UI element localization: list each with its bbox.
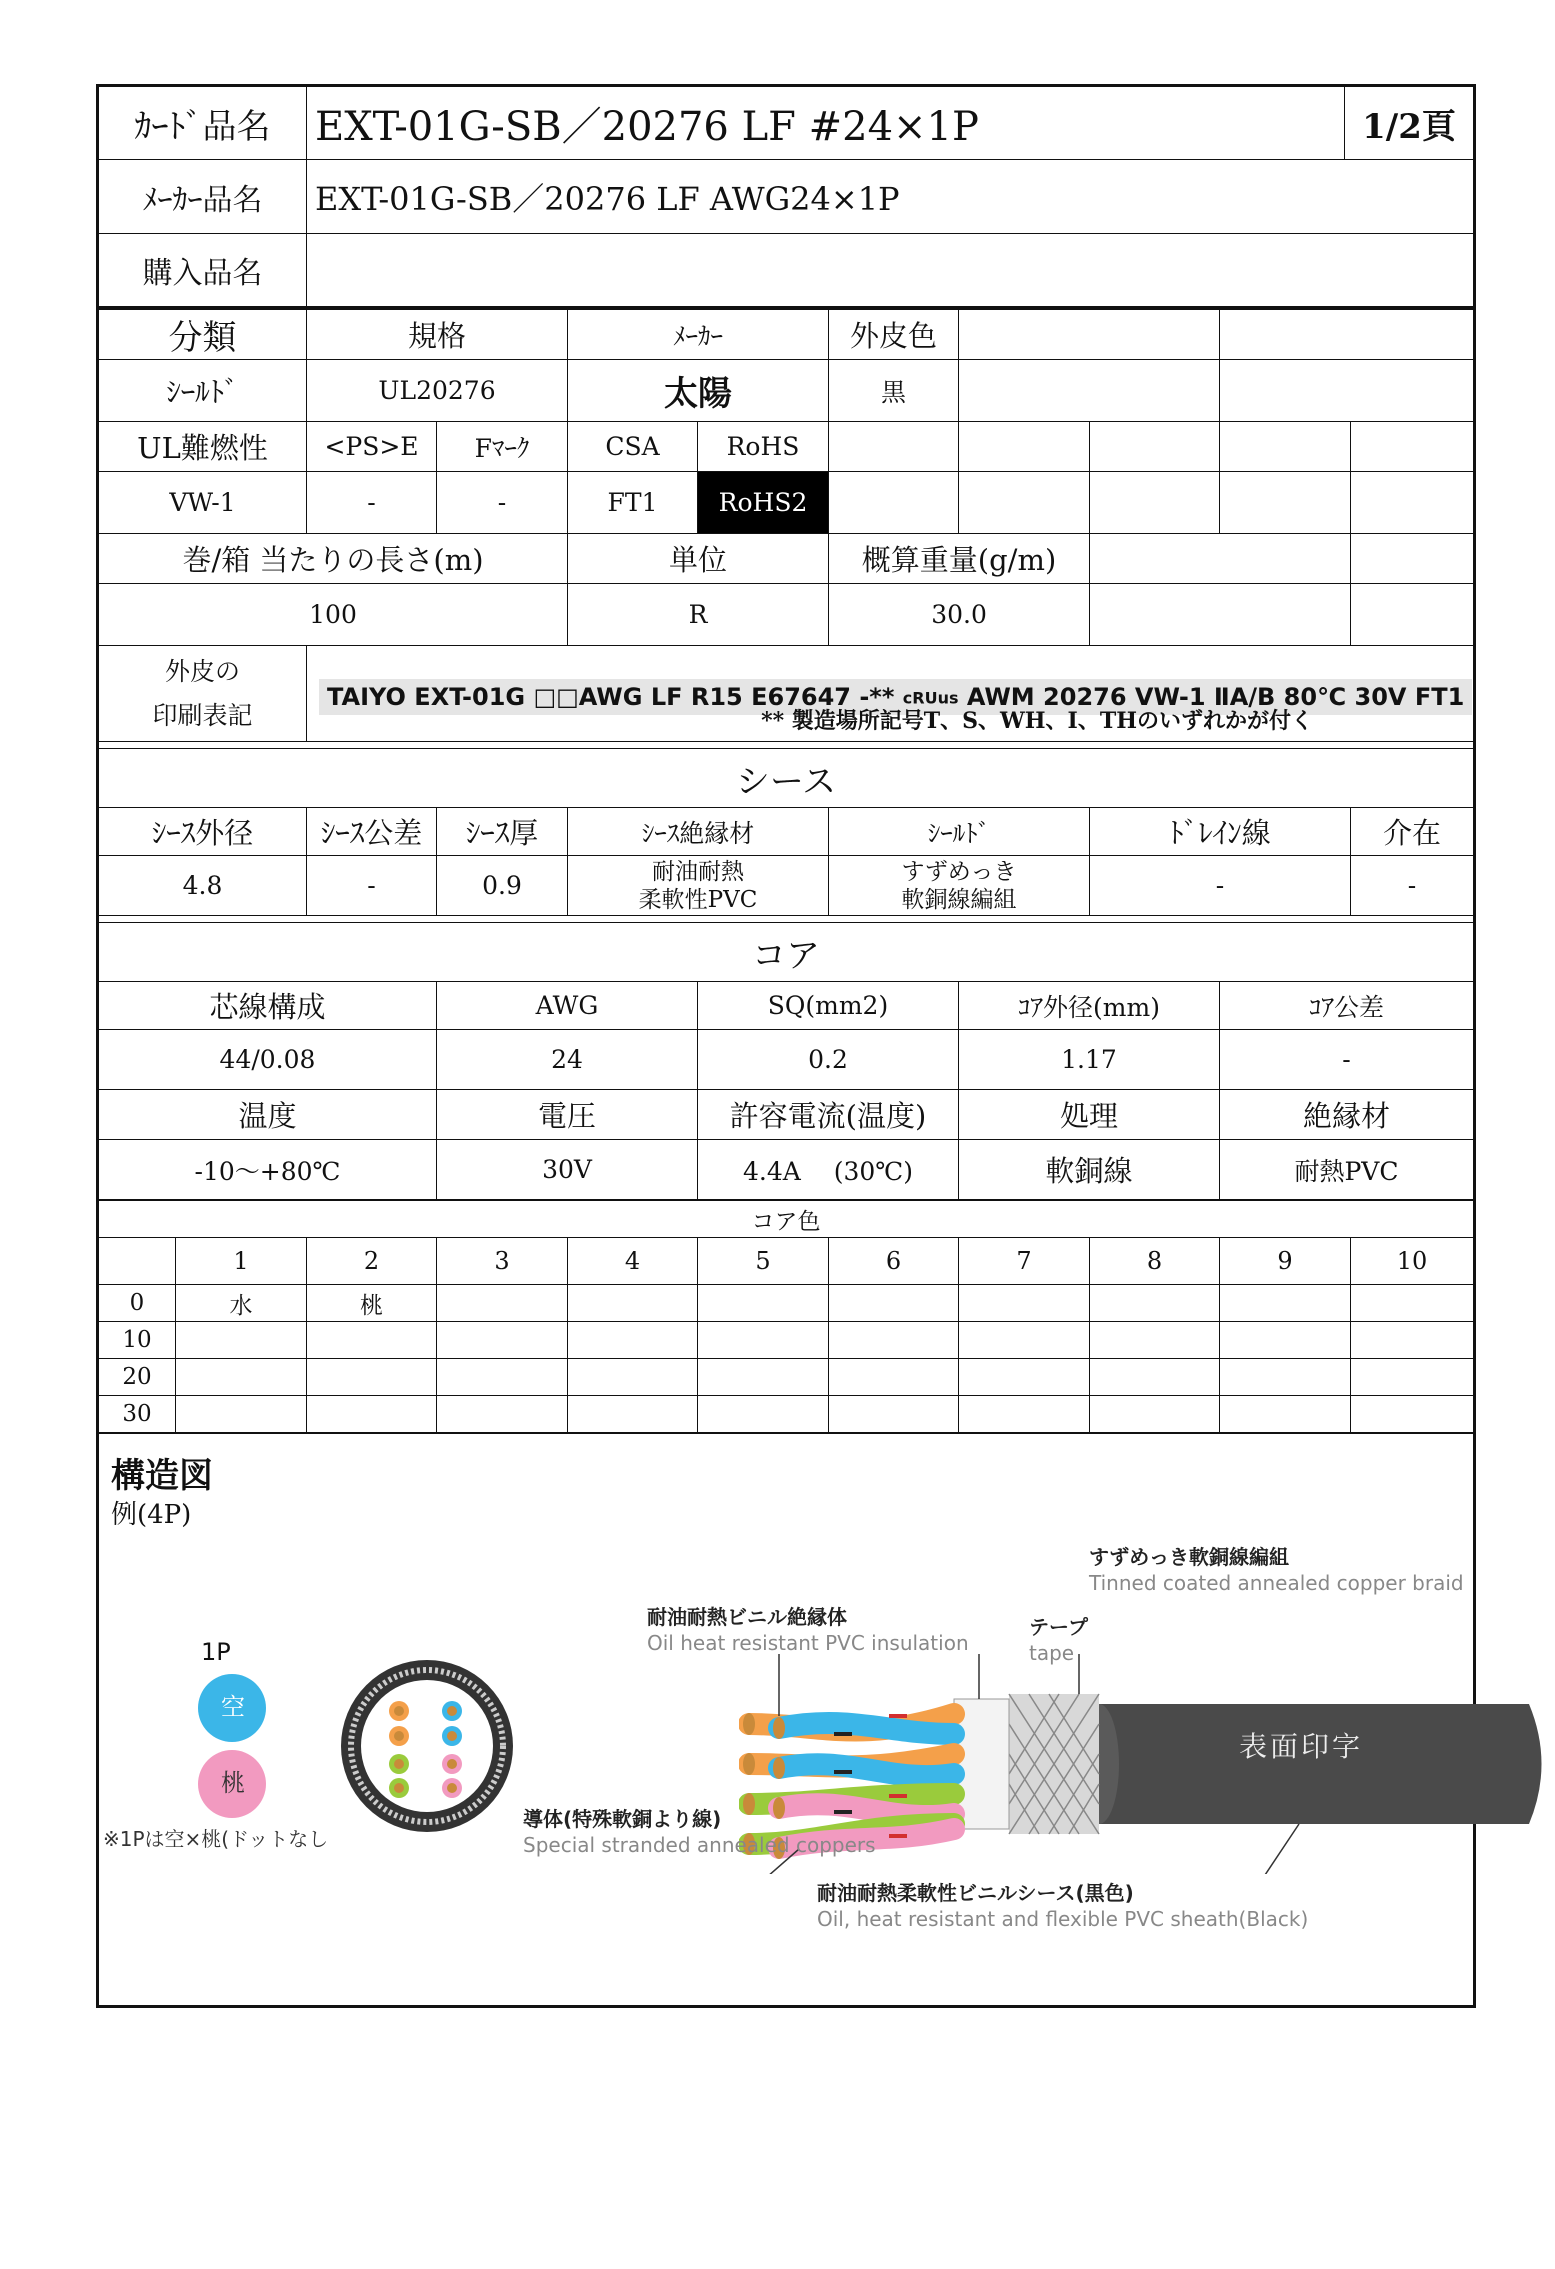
printing-line-part1: TAIYO EXT-01G □□AWG LF R15 E67647 -** [327, 682, 903, 711]
cert-blank [1351, 422, 1475, 472]
printing-content [307, 646, 1475, 742]
printing-note: ** 製造場所記号T、S、WH、I、THのいずれかが付く [761, 708, 1313, 734]
pse-label: <PS>E [307, 422, 437, 472]
core-color-col: 5 [698, 1238, 829, 1285]
core-color-cell [1220, 1359, 1351, 1396]
rohs-value: RoHS2 [698, 472, 829, 534]
core-color-cell [698, 1359, 829, 1396]
current-label: 許容電流(温度) [698, 1090, 959, 1140]
core-tol-label: ｺｱ公差 [1220, 982, 1475, 1030]
core-sq-label: SQ(mm2) [698, 982, 959, 1030]
sheath-title: シース [98, 749, 1475, 808]
diagram-subtitle: 例(4P) [111, 1500, 192, 1530]
core-color-cell: 水 [176, 1285, 307, 1322]
core-color-cell [698, 1396, 829, 1433]
shield-value [829, 856, 1090, 916]
conductor-callout [523, 1806, 876, 1858]
maker-name-label: ﾒｰｶｰ品名 [98, 160, 307, 234]
jacket-color-label: 外皮色 [829, 310, 959, 360]
core-color-cell: 桃 [307, 1285, 437, 1322]
weight-value: 30.0 [829, 584, 1090, 646]
conductor-jp: 導体(特殊軟銅より線) [523, 1807, 722, 1831]
core-color-table [96, 1200, 1476, 1433]
spec-blank [1220, 360, 1475, 422]
core-color-cell [829, 1285, 959, 1322]
cert-blank [1220, 472, 1351, 534]
core-color-cell [1351, 1322, 1475, 1359]
pair-top-label: 空 [221, 1693, 245, 1721]
shield-label: ｼｰﾙﾄﾞ [829, 808, 1090, 856]
sheath-table [96, 748, 1476, 916]
cert-blank [1090, 422, 1220, 472]
cert-blank [1351, 472, 1475, 534]
core-color-row-label: 10 [98, 1322, 176, 1359]
core-color-col: 9 [1220, 1238, 1351, 1285]
printing-label-line1: 外皮の [164, 656, 240, 686]
surface-print-label: 表面印字 [1239, 1730, 1364, 1763]
voltage-value: 30V [437, 1140, 698, 1200]
filler-label: 介在 [1351, 808, 1475, 856]
core-title: コア [98, 923, 1475, 982]
sheath-insulation-label: ｼｰｽ絶縁材 [568, 808, 829, 856]
csa-value: FT1 [568, 472, 698, 534]
pack-blank [1090, 534, 1351, 584]
length-value: 100 [98, 584, 568, 646]
sheath-en: Oil, heat resistant and flexible PVC sheath(Black) [817, 1907, 1309, 1931]
core-structure-value: 44/0.08 [98, 1030, 437, 1090]
core-color-cell [307, 1396, 437, 1433]
rohs-label: RoHS [698, 422, 829, 472]
core-color-cell [1351, 1285, 1475, 1322]
unit-value: R [568, 584, 829, 646]
core-tol-value: - [1220, 1030, 1475, 1090]
cert-blank [959, 472, 1090, 534]
core-color-cell [437, 1285, 568, 1322]
jacket-color-value: 黒 [829, 360, 959, 422]
core-color-cell [1351, 1396, 1475, 1433]
core-color-cell [1220, 1322, 1351, 1359]
core-color-cell [437, 1322, 568, 1359]
sheath-insulation-line2: 柔軟性PVC [638, 886, 758, 913]
core-color-title: コア色 [98, 1201, 1475, 1238]
core-color-cell [307, 1322, 437, 1359]
core-color-cell [1090, 1285, 1220, 1322]
core-color-cell [176, 1322, 307, 1359]
core-insulation-value: 耐熱PVC [1220, 1140, 1475, 1200]
core-awg-label: AWG [437, 982, 698, 1030]
filler-value: - [1351, 856, 1475, 916]
core-color-cell [1220, 1285, 1351, 1322]
core-color-cell [568, 1359, 698, 1396]
core-color-cell [1090, 1396, 1220, 1433]
insulation-callout [647, 1604, 969, 1656]
core-od-label: ｺｱ外径(mm) [959, 982, 1220, 1030]
spec-sheet [96, 84, 1476, 2008]
tape-en: tape [1029, 1641, 1075, 1665]
ul-flame-label: UL難燃性 [98, 422, 307, 472]
core-color-cell [959, 1322, 1090, 1359]
core-color-col: 3 [437, 1238, 568, 1285]
core-sq-value: 0.2 [698, 1030, 959, 1090]
printing-label [98, 646, 307, 742]
ul-recognized-logo: cRUus [902, 688, 959, 707]
core-color-cell [1090, 1359, 1220, 1396]
core-color-cell [1090, 1322, 1220, 1359]
insulation-en: Oil heat resistant PVC insulation [647, 1631, 969, 1655]
fmark-value: - [437, 472, 568, 534]
spec-blank [1220, 310, 1475, 360]
header-table [96, 84, 1476, 309]
category-label: 分類 [98, 310, 307, 360]
core-color-corner [98, 1238, 176, 1285]
sheath-thick-label: ｼｰｽ厚 [437, 808, 568, 856]
shield-line1: すずめっき [901, 858, 1017, 885]
tape-jp: テープ [1029, 1615, 1088, 1639]
pair-note: ※1Pは空×桃(ドットなし [103, 1827, 329, 1851]
core-color-col: 8 [1090, 1238, 1220, 1285]
braid-jp: すずめっき軟銅線編組 [1089, 1545, 1289, 1569]
category-value: ｼｰﾙﾄﾞ [98, 360, 307, 422]
purchase-name-label: 購入品名 [98, 234, 307, 308]
sheath-tol-label: ｼｰｽ公差 [307, 808, 437, 856]
cert-blank [829, 472, 959, 534]
treatment-label: 処理 [959, 1090, 1220, 1140]
core-color-cell [568, 1396, 698, 1433]
card-name-label: ｶｰﾄﾞ品名 [98, 86, 307, 160]
voltage-label: 電圧 [437, 1090, 698, 1140]
core-awg-value: 24 [437, 1030, 698, 1090]
treatment-value: 軟銅線 [959, 1140, 1220, 1200]
purchase-name-value [307, 234, 1475, 308]
braid-en: Tinned coated annealed copper braid [1089, 1571, 1464, 1595]
core-color-cell [698, 1322, 829, 1359]
core-color-col: 6 [829, 1238, 959, 1285]
maker-label: ﾒｰｶｰ [568, 310, 829, 360]
fmark-label: Fﾏｰｸ [437, 422, 568, 472]
core-table [96, 922, 1476, 1200]
cert-blank [1090, 472, 1220, 534]
cert-blank [829, 422, 959, 472]
maker-name-value: EXT-01G-SB／20276 LF AWG24×1P [307, 160, 1475, 234]
sheath-insulation-value [568, 856, 829, 916]
core-color-cell [437, 1396, 568, 1433]
core-color-col: 2 [307, 1238, 437, 1285]
cross-section-icon [337, 1656, 517, 1836]
spec-table [96, 309, 1476, 742]
sheath-thick-value: 0.9 [437, 856, 568, 916]
conductor-en: Special stranded annealed coppers [523, 1833, 876, 1857]
core-color-cell [1351, 1359, 1475, 1396]
core-color-cell [829, 1322, 959, 1359]
sheath-od-value: 4.8 [98, 856, 307, 916]
temp-value: -10～+80℃ [98, 1140, 437, 1200]
sheath-callout [817, 1880, 1308, 1932]
pse-value: - [307, 472, 437, 534]
unit-label: 単位 [568, 534, 829, 584]
core-color-col: 4 [568, 1238, 698, 1285]
core-color-cell [829, 1359, 959, 1396]
core-color-cell [437, 1359, 568, 1396]
core-color-cell [698, 1285, 829, 1322]
core-color-row-label: 20 [98, 1359, 176, 1396]
pair-label: 1P [201, 1638, 231, 1666]
sheath-od-label: ｼｰｽ外径 [98, 808, 307, 856]
core-color-row-label: 0 [98, 1285, 176, 1322]
temp-label: 温度 [98, 1090, 437, 1140]
drain-value: - [1090, 856, 1351, 916]
cert-blank [959, 422, 1090, 472]
core-color-cell [829, 1396, 959, 1433]
core-color-cell [176, 1396, 307, 1433]
csa-label: CSA [568, 422, 698, 472]
insulation-jp: 耐油耐熱ビニル絶縁体 [647, 1605, 847, 1629]
core-structure-label: 芯線構成 [98, 982, 437, 1030]
core-color-col: 1 [176, 1238, 307, 1285]
sheath-jp: 耐油耐熱柔軟性ビニルシース(黒色) [817, 1881, 1134, 1905]
diagram-title: 構造図 [111, 1456, 213, 1496]
core-color-cell [959, 1359, 1090, 1396]
cert-blank [1220, 422, 1351, 472]
pack-blank [1351, 534, 1475, 584]
sheath-tol-value: - [307, 856, 437, 916]
core-color-cell [307, 1359, 437, 1396]
standard-label: 規格 [307, 310, 568, 360]
sheath-insulation-line1: 耐油耐熱 [652, 858, 744, 885]
standard-value: UL20276 [307, 360, 568, 422]
core-color-cell [176, 1359, 307, 1396]
core-insulation-label: 絶縁材 [1220, 1090, 1475, 1140]
structure-diagram [96, 1433, 1476, 2008]
core-color-row-label: 30 [98, 1396, 176, 1433]
core-od-value: 1.17 [959, 1030, 1220, 1090]
spec-blank [959, 310, 1220, 360]
printing-label-line2: 印刷表記 [152, 700, 253, 730]
spec-blank [959, 360, 1220, 422]
core-color-col: 7 [959, 1238, 1090, 1285]
length-label: 巻/箱 当たりの長さ(m) [98, 534, 568, 584]
pair-bottom-label: 桃 [221, 1769, 245, 1797]
core-color-col: 10 [1351, 1238, 1475, 1285]
core-color-cell [568, 1285, 698, 1322]
maker-value: 太陽 [568, 360, 829, 422]
drain-label: ﾄﾞﾚｲﾝ線 [1090, 808, 1351, 856]
core-color-cell [959, 1396, 1090, 1433]
shield-line2: 軟銅線編組 [901, 886, 1017, 913]
page-number: 1/2頁 [1345, 86, 1475, 160]
core-color-cell [568, 1322, 698, 1359]
core-color-cell [1220, 1396, 1351, 1433]
ul-flame-value: VW-1 [98, 472, 307, 534]
pack-blank [1351, 584, 1475, 646]
braid-callout [1089, 1544, 1464, 1596]
printing-line-part2: AWM 20276 VW-1 ⅡA/B 80℃ 30V FT1 [958, 682, 1465, 711]
core-color-cell [959, 1285, 1090, 1322]
pack-blank [1090, 584, 1351, 646]
current-value: 4.4A (30℃) [698, 1140, 959, 1200]
tape-callout [1029, 1614, 1088, 1666]
card-name-value: EXT-01G-SB／20276 LF #24×1P [307, 86, 1345, 160]
weight-label: 概算重量(g/m) [829, 534, 1090, 584]
